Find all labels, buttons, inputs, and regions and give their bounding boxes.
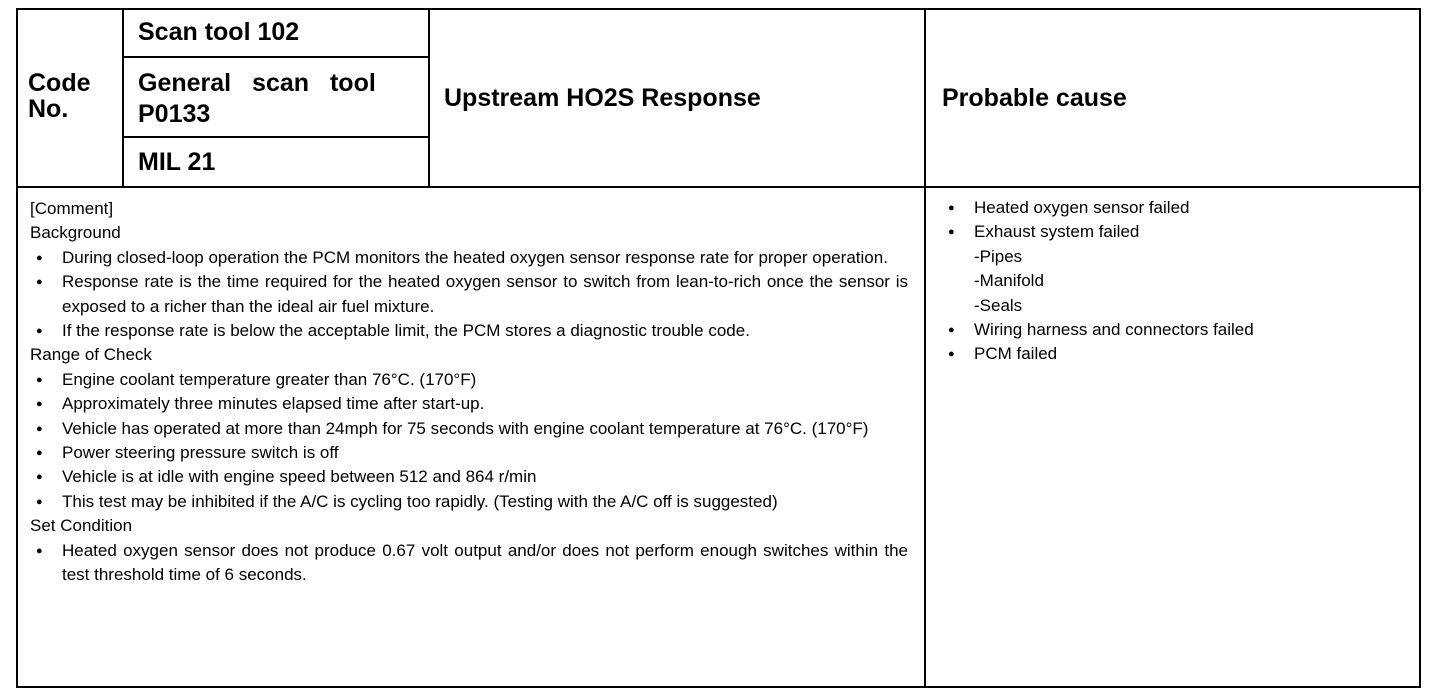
list-item: ● This test may be inhibited if the A/C is cycling too rapidly. (Testing with the A/C off is suggested) xyxy=(30,490,908,514)
title-header: Upstream HO2S Response xyxy=(444,84,761,112)
list-item: ● Engine coolant temperature greater than 76°C. (170°F) xyxy=(30,368,908,392)
divider-cause-col xyxy=(924,8,926,688)
list-item: ● Vehicle is at idle with engine speed between 512 and 864 r/min xyxy=(30,465,908,489)
list-item: ● PCM failed xyxy=(942,342,1412,366)
general-scan-tool-header: General scan tool xyxy=(138,69,376,97)
set-condition-list xyxy=(30,539,908,588)
p-code-header: P0133 xyxy=(138,100,211,128)
probable-cause-header: Probable cause xyxy=(942,84,1127,112)
range-list xyxy=(30,368,908,514)
list-item: ● Vehicle has operated at more than 24mph for 75 seconds with engine coolant temperature at 76°C. (170°F) xyxy=(30,417,908,441)
scan-tool-102-header: Scan tool 102 xyxy=(138,18,300,46)
cause-list-continued xyxy=(942,318,1412,367)
exhaust-sub-item: -Pipes xyxy=(974,246,1023,266)
background-label: Background xyxy=(30,223,121,243)
divider-code-col xyxy=(122,8,124,188)
list-item: ● Response rate is the time required for the heated oxygen sensor to switch from lean-to-rich once the sensor is exposed to a richer than the ideal air fuel mixture. xyxy=(30,270,908,319)
exhaust-sub-item: -Manifold xyxy=(974,271,1044,291)
list-item: ● Heated oxygen sensor does not produce 0.67 volt output and/or does not perform enough switches within the test threshold time of 6 seconds. xyxy=(30,539,908,588)
comment-cell xyxy=(30,197,908,588)
list-item: ● Power steering pressure switch is off xyxy=(30,441,908,465)
comment-label: [Comment] xyxy=(30,199,114,218)
divider-header-body xyxy=(16,186,1421,188)
list-item: ● If the response rate is below the acceptable limit, the PCM stores a diagnostic trouble code. xyxy=(30,319,908,343)
cause-list xyxy=(942,196,1412,245)
divider-scan-col xyxy=(428,8,430,188)
exhaust-sub-item: -Seals xyxy=(974,295,1023,315)
list-item: ● During closed-loop operation the PCM monitors the heated oxygen sensor response rate for proper operation. xyxy=(30,246,908,270)
probable-cause-cell xyxy=(942,196,1412,367)
mil-header: MIL 21 xyxy=(138,148,216,176)
set-condition-label: Set Condition xyxy=(30,516,133,536)
divider-scan-row-2 xyxy=(122,136,430,138)
list-item: ● Exhaust system failed xyxy=(942,220,1412,244)
range-label: Range of Check xyxy=(30,345,152,365)
list-item: ● Heated oxygen sensor failed xyxy=(942,196,1412,220)
list-item: ● Approximately three minutes elapsed time after start-up. xyxy=(30,392,908,416)
background-list xyxy=(30,246,908,344)
divider-scan-row-1 xyxy=(122,56,430,58)
list-item: ● Wiring harness and connectors failed xyxy=(942,318,1412,342)
code-no-header: Code No. xyxy=(28,69,91,123)
